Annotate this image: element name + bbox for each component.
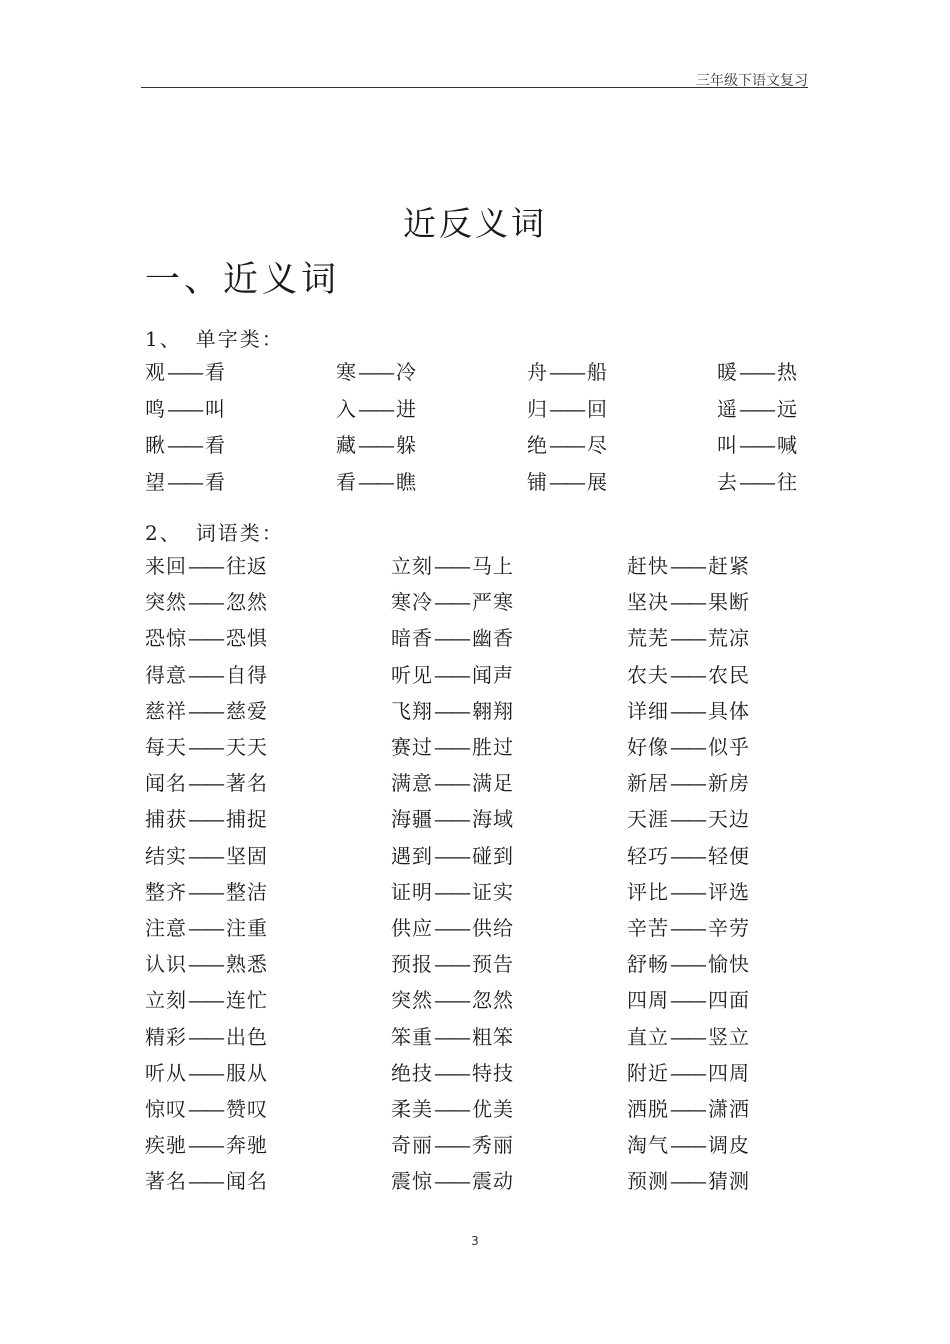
synonym-pair [145,840,268,869]
pair-synonym: 恐惧 [226,626,268,651]
pair-separator: —— [188,626,222,651]
synonym-pair [145,948,268,977]
pair-synonym: 荒凉 [708,626,750,651]
pair-separator: —— [670,698,704,723]
synonym-pair [336,393,417,422]
pair-synonym: 连忙 [226,988,268,1013]
pair-synonym: 愉快 [708,952,750,977]
running-header: 三年级下语文复习 [696,73,808,89]
synonym-pair [391,695,514,724]
synonym-pair [627,1093,750,1122]
pair-synonym: 赞叹 [226,1097,268,1121]
pair-synonym: 展 [587,469,608,494]
pair-separator: —— [670,1133,704,1158]
synonym-pair [145,912,268,941]
pair-synonym: 热 [777,360,798,384]
pair-synonym: 农民 [708,662,750,687]
pair-word: 淘气 [627,1133,669,1158]
pair-word: 得意 [145,662,187,687]
pair-word: 藏 [336,433,357,457]
pair-synonym: 天边 [708,807,750,832]
subsection-label: 词语类： [195,521,284,545]
pair-synonym: 供给 [472,916,514,940]
pair-synonym: 熟悉 [226,952,268,977]
pair-word: 柔美 [391,1097,433,1121]
pair-synonym: 辛劳 [708,916,750,940]
pair-word: 突然 [391,988,433,1013]
synonym-pair [627,948,750,977]
synonym-pair [627,586,750,615]
pair-synonym: 躲 [396,433,417,457]
pair-synonym: 往 [777,469,798,494]
pair-word: 寒冷 [391,590,433,615]
pair-separator: —— [188,1169,222,1194]
synonym-pair [527,429,608,458]
pair-word: 疾驰 [145,1133,187,1158]
pair-synonym: 海域 [472,807,514,832]
pair-synonym: 捕捉 [226,807,268,832]
pair-separator: —— [188,1133,222,1158]
pair-separator: —— [358,469,392,494]
pair-separator: —— [167,469,201,494]
pair-separator: —— [188,662,222,687]
pair-synonym: 看 [205,360,226,384]
pair-word: 遇到 [391,843,433,868]
pair-word: 农夫 [627,662,669,687]
pair-word: 整齐 [145,879,187,904]
synonym-pair [145,1057,268,1086]
pair-word: 暖 [717,360,738,384]
pair-synonym: 马上 [472,554,514,578]
synonym-pair [391,912,514,941]
pair-separator: —— [670,735,704,759]
synonym-pair [391,984,514,1013]
pair-separator: —— [739,360,773,384]
pair-word: 好像 [627,735,669,759]
pair-word: 归 [527,396,548,421]
pair-separator: —— [188,988,222,1013]
pair-word: 望 [145,469,166,494]
synonym-pair [627,1129,750,1158]
synonym-pair [336,429,417,458]
synonym-pair [391,1057,514,1086]
pair-synonym: 天天 [226,735,268,759]
pair-separator: —— [670,662,704,687]
pair-synonym: 赶紧 [708,554,750,578]
pair-synonym: 瞧 [396,469,417,494]
synonym-pair [391,1129,514,1158]
pair-synonym: 四面 [708,988,750,1013]
synonym-pair [717,393,798,422]
pair-synonym: 坚固 [226,843,268,868]
pair-separator: —— [434,698,468,723]
page-number: 3 [471,1234,479,1248]
pair-separator: —— [434,1097,468,1121]
synonym-pair [145,429,226,458]
synonym-pair [145,731,268,760]
synonym-pair [391,876,514,905]
synonym-pair [391,803,514,832]
pair-separator: —— [167,396,201,421]
pair-synonym: 回 [587,396,608,421]
synonym-pair [145,1165,268,1194]
pair-synonym: 尽 [587,433,608,457]
synonym-pair [391,586,514,615]
synonym-pair [717,429,798,458]
pair-separator: —— [358,396,392,421]
pair-synonym: 进 [396,396,417,421]
pair-separator: —— [434,1169,468,1194]
synonym-pair [145,356,226,385]
synonym-pair [717,356,798,385]
pair-separator: —— [188,554,222,578]
pair-separator: —— [549,433,583,457]
synonym-pair [145,803,268,832]
subsection-words [145,517,284,546]
pair-word: 赶快 [627,554,669,578]
pair-separator: —— [358,433,392,457]
pair-separator: —— [670,879,704,904]
pair-synonym: 评选 [708,879,750,904]
pair-separator: —— [188,843,222,868]
pair-separator: —— [670,554,704,578]
pair-synonym: 碰到 [472,843,514,868]
pair-separator: —— [739,433,773,457]
synonym-pair [627,984,750,1013]
pair-synonym: 证实 [472,879,514,904]
synonym-pair [145,466,226,495]
synonym-pair [145,1093,268,1122]
pair-separator: —— [670,1169,704,1194]
pair-word: 辛苦 [627,916,669,940]
synonym-pair [391,659,514,688]
pair-separator: —— [434,1060,468,1085]
pair-word: 震惊 [391,1169,433,1194]
pair-word: 叫 [717,433,738,457]
pair-synonym: 翱翔 [472,698,514,723]
synonym-pair [627,731,750,760]
pair-separator: —— [188,771,222,796]
pair-word: 轻巧 [627,843,669,868]
subsection-label: 单字类： [195,327,284,351]
pair-word: 证明 [391,879,433,904]
pair-separator: —— [434,1133,468,1158]
pair-synonym: 慈爱 [226,698,268,723]
pair-separator: —— [670,843,704,868]
synonym-pair [627,659,750,688]
pair-separator: —— [188,1097,222,1121]
pair-word: 每天 [145,735,187,759]
pair-word: 认识 [145,952,187,977]
synonym-pair [336,356,417,385]
pair-synonym: 著名 [226,771,268,796]
pair-synonym: 严寒 [472,590,514,615]
pair-word: 供应 [391,916,433,940]
pair-separator: —— [434,1024,468,1049]
synonym-pair [527,466,608,495]
synonym-pair [391,731,514,760]
synonym-pair [391,1093,514,1122]
pair-synonym: 竖立 [708,1024,750,1049]
pair-separator: —— [670,916,704,940]
pair-separator: —— [670,807,704,832]
synonym-pair [527,393,608,422]
pair-synonym: 闻名 [226,1169,268,1194]
synonym-pair [145,1021,268,1050]
pair-word: 瞅 [145,433,166,457]
subsection-number: 1、 [145,327,182,351]
synonym-pair [145,1129,268,1158]
pair-separator: —— [434,554,468,578]
pair-separator: —— [434,771,468,796]
pair-word: 附近 [627,1060,669,1085]
pair-separator: —— [670,626,704,651]
pair-synonym: 果断 [708,590,750,615]
pair-word: 来回 [145,554,187,578]
pair-separator: —— [670,1060,704,1085]
pair-word: 预报 [391,952,433,977]
pair-word: 听见 [391,662,433,687]
synonym-pair [391,767,514,796]
synonym-pair [391,948,514,977]
header-rule [141,87,808,88]
pair-synonym: 服从 [226,1060,268,1085]
subsection-number: 2、 [145,521,182,545]
pair-synonym: 满足 [472,771,514,796]
synonym-pair [336,466,417,495]
pair-separator: —— [549,469,583,494]
pair-separator: —— [434,626,468,651]
pair-synonym: 喊 [777,433,798,457]
pair-separator: —— [739,396,773,421]
synonym-pair [145,876,268,905]
pair-synonym: 忽然 [472,988,514,1013]
pair-word: 赛过 [391,735,433,759]
pair-separator: —— [434,988,468,1013]
pair-word: 满意 [391,771,433,796]
pair-word: 洒脱 [627,1097,669,1121]
pair-word: 立刻 [391,554,433,578]
synonym-pair [145,984,268,1013]
synonym-pair [391,1165,514,1194]
pair-separator: —— [188,698,222,723]
pair-separator: —— [434,843,468,868]
pair-separator: —— [188,916,222,940]
pair-separator: —— [670,1024,704,1049]
pair-word: 去 [717,469,738,494]
pair-synonym: 看 [205,469,226,494]
pair-separator: —— [188,807,222,832]
pair-separator: —— [670,771,704,796]
pair-synonym: 自得 [226,662,268,687]
pair-synonym: 潇洒 [708,1097,750,1121]
pair-word: 新居 [627,771,669,796]
pair-separator: —— [167,360,201,384]
pair-word: 突然 [145,590,187,615]
pair-separator: —— [434,807,468,832]
pair-separator: —— [188,1024,222,1049]
pair-word: 遥 [717,396,738,421]
pair-word: 评比 [627,879,669,904]
pair-synonym: 船 [587,360,608,384]
pair-word: 捕获 [145,807,187,832]
pair-word: 暗香 [391,626,433,651]
synonym-pair [145,659,268,688]
pair-separator: —— [549,396,583,421]
pair-word: 寒 [336,360,357,384]
pair-synonym: 叫 [205,396,226,421]
pair-word: 奇丽 [391,1133,433,1158]
synonym-pair [145,695,268,724]
pair-synonym: 粗笨 [472,1024,514,1049]
pair-separator: —— [188,735,222,759]
pair-separator: —— [434,879,468,904]
pair-synonym: 震动 [472,1169,514,1194]
pair-word: 观 [145,360,166,384]
pair-separator: —— [188,590,222,615]
pair-separator: —— [434,735,468,759]
synonym-pair [627,695,750,724]
pair-separator: —— [670,1097,704,1121]
synonym-pair [391,840,514,869]
pair-word: 天涯 [627,807,669,832]
pair-synonym: 似乎 [708,735,750,759]
single-character-synonym-list [145,356,810,500]
pair-word: 飞翔 [391,698,433,723]
synonym-pair [627,803,750,832]
synonym-pair [627,622,750,651]
pair-word: 海疆 [391,807,433,832]
word-synonym-list [145,550,810,1210]
pair-separator: —— [167,433,201,457]
pair-word: 详细 [627,698,669,723]
synonym-pair [627,550,750,579]
pair-word: 闻名 [145,771,187,796]
synonym-pair [627,1165,750,1194]
pair-separator: —— [549,360,583,384]
synonym-pair [627,1057,750,1086]
pair-synonym: 幽香 [472,626,514,651]
pair-separator: —— [739,469,773,494]
pair-synonym: 胜过 [472,735,514,759]
pair-word: 著名 [145,1169,187,1194]
pair-separator: —— [434,916,468,940]
pair-synonym: 四周 [708,1060,750,1085]
pair-separator: —— [188,879,222,904]
pair-word: 铺 [527,469,548,494]
synonym-pair [717,466,798,495]
pair-synonym: 注重 [226,916,268,940]
pair-word: 预测 [627,1169,669,1194]
pair-synonym: 奔驰 [226,1133,268,1158]
pair-separator: —— [670,988,704,1013]
pair-synonym: 猜测 [708,1169,750,1194]
pair-synonym: 出色 [226,1024,268,1049]
pair-word: 直立 [627,1024,669,1049]
pair-word: 绝 [527,433,548,457]
pair-separator: —— [434,952,468,977]
pair-synonym: 预告 [472,952,514,977]
synonym-pair [145,586,268,615]
synonym-pair [391,550,514,579]
pair-word: 舒畅 [627,952,669,977]
pair-word: 荒芜 [627,626,669,651]
pair-word: 鸣 [145,396,166,421]
synonym-pair [627,1021,750,1050]
pair-synonym: 新房 [708,771,750,796]
synonym-pair [391,1021,514,1050]
pair-separator: —— [670,952,704,977]
pair-synonym: 看 [205,433,226,457]
section-heading-synonyms: 一、近义词 [145,260,341,300]
pair-word: 惊叹 [145,1097,187,1121]
pair-synonym: 具体 [708,698,750,723]
pair-word: 注意 [145,916,187,940]
synonym-pair [145,767,268,796]
synonym-pair [391,622,514,651]
pair-synonym: 闻声 [472,662,514,687]
pair-word: 慈祥 [145,698,187,723]
synonym-pair [145,622,268,651]
pair-synonym: 冷 [396,360,417,384]
pair-separator: —— [188,952,222,977]
pair-word: 四周 [627,988,669,1013]
pair-word: 听从 [145,1060,187,1085]
pair-separator: —— [434,590,468,615]
pair-word: 入 [336,396,357,421]
pair-synonym: 调皮 [708,1133,750,1158]
synonym-pair [527,356,608,385]
subsection-single-characters [145,323,284,352]
pair-word: 恐惊 [145,626,187,651]
pair-synonym: 远 [777,396,798,421]
pair-synonym: 轻便 [708,843,750,868]
synonym-pair [145,393,226,422]
document-title: 近反义词 [403,204,547,243]
pair-word: 坚决 [627,590,669,615]
synonym-pair [145,550,268,579]
pair-word: 立刻 [145,988,187,1013]
synonym-pair [627,876,750,905]
pair-synonym: 特技 [472,1060,514,1085]
pair-word: 舟 [527,360,548,384]
pair-separator: —— [358,360,392,384]
synonym-pair [627,767,750,796]
pair-synonym: 优美 [472,1097,514,1121]
pair-synonym: 整洁 [226,879,268,904]
synonym-pair [627,840,750,869]
pair-word: 精彩 [145,1024,187,1049]
pair-word: 笨重 [391,1024,433,1049]
pair-separator: —— [188,1060,222,1085]
pair-word: 绝技 [391,1060,433,1085]
pair-separator: —— [434,662,468,687]
pair-word: 结实 [145,843,187,868]
synonym-pair [627,912,750,941]
pair-synonym: 秀丽 [472,1133,514,1158]
pair-synonym: 往返 [226,554,268,578]
pair-word: 看 [336,469,357,494]
pair-synonym: 忽然 [226,590,268,615]
pair-separator: —— [670,590,704,615]
